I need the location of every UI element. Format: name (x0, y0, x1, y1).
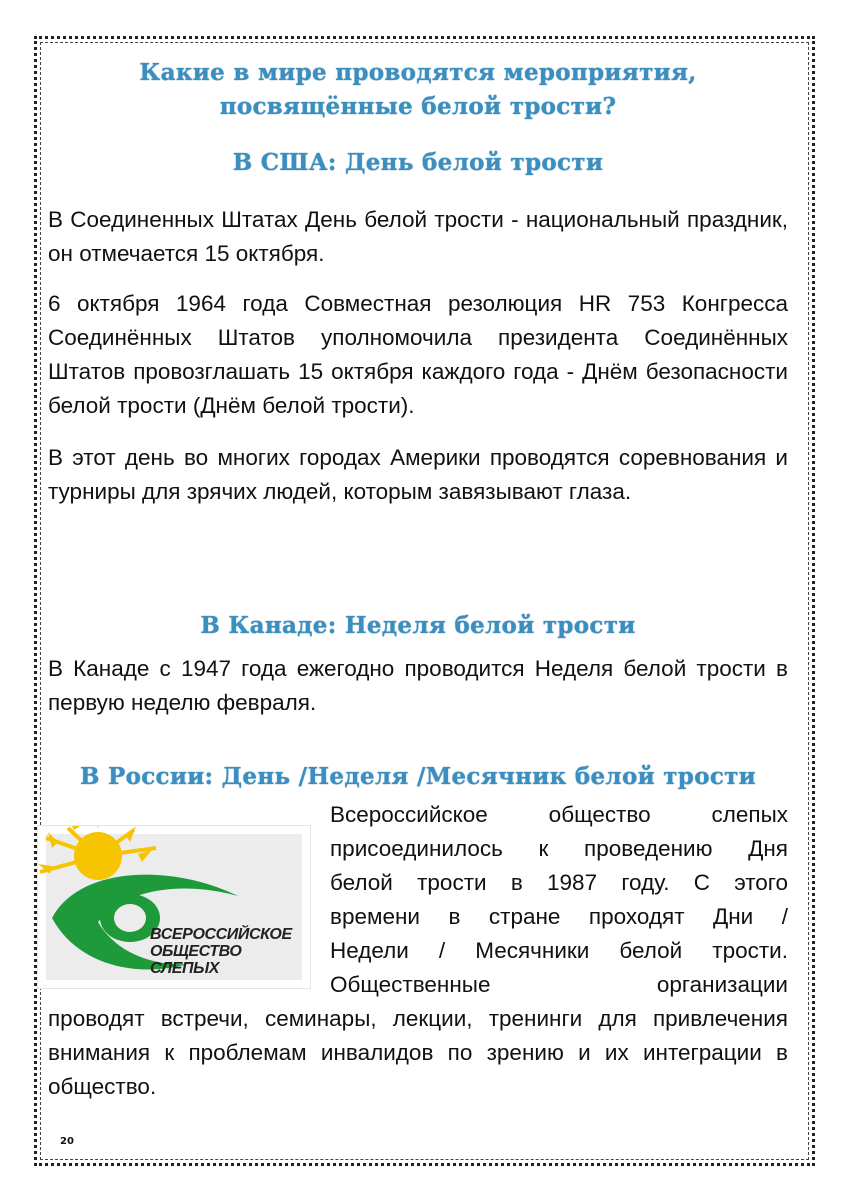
page-title-line-2: посвящённые белой трости? (219, 93, 617, 120)
russia-line-3: белой трости в 1987 году. С этого (330, 870, 788, 895)
vos-logo (38, 826, 310, 988)
russia-line-6: Общественные организации (330, 972, 788, 997)
usa-heading: В США: День белой трости (232, 149, 604, 176)
usa-paragraph-1: В Соединенных Штатах День белой трости - национальный праздник, он отмечается 15 октября. (48, 207, 788, 266)
russia-heading: В России: День /Неделя /Месячник белой трости (79, 763, 757, 790)
canada-heading: В Канаде: Неделя белой трости (200, 612, 636, 639)
vos-logo-text: ВСЕРОССИЙСКОЕ ОБЩЕСТВО СЛЕПЫХ (150, 926, 292, 977)
usa-paragraph-3: В этот день во многих городах Америки проводятся соревнования и турниры для зрячих людей, которым завязывают глаза. (48, 445, 788, 504)
page-title-line-1: Какие в мире проводятся мероприятия, (139, 59, 697, 86)
russia-line-1: Всероссийское общество слепых (330, 802, 788, 827)
russia-line-4: времени в стране проходят Дни / (330, 904, 788, 929)
canada-paragraph: В Канаде с 1947 года ежегодно проводится Неделя белой трости в первую неделю февраля. (48, 656, 788, 715)
russia-paragraph-right (330, 798, 788, 1002)
russia-paragraph-rest: проводят встречи, семинары, лекции, тренинги для привлечения внимания к проблемам инвалидов по зрению и их интеграции в общество. (48, 1006, 788, 1099)
usa-paragraph-2: 6 октября 1964 года Совместная резолюция HR 753 Конгресса Соединённых Штатов уполномочила президента Соединённых Штатов провозглашать 15 октября каждого года - Днём безопасности белой трости (Днём белой трости). (48, 291, 788, 418)
russia-line-5: Недели / Месячники белой трости. (330, 938, 788, 963)
russia-line-2: присоединилось к проведению Дня (330, 836, 788, 861)
page-number: 20 (60, 1136, 74, 1147)
